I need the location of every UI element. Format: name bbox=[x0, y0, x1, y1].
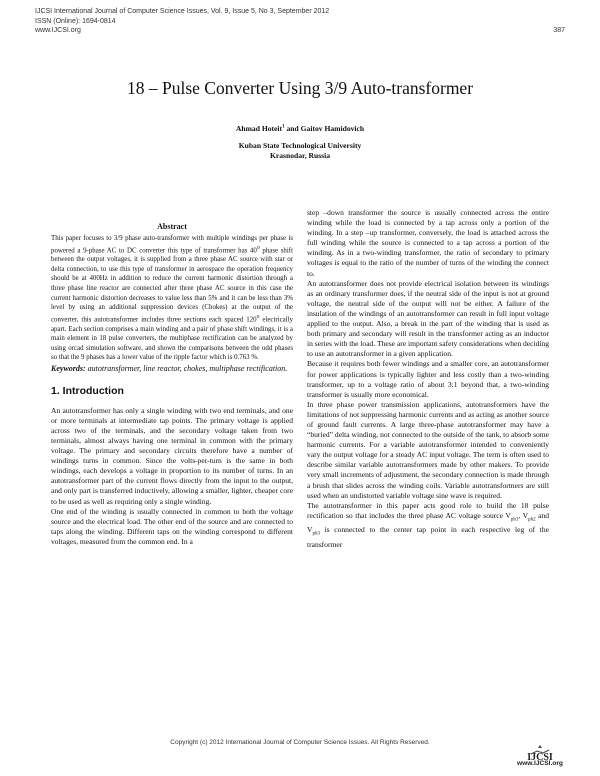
keywords bbox=[51, 364, 293, 374]
abstract-part-3: electrically apart. Each section comprises a main winding and a pair of phase shift windings, it is a main element in 18 pulse converters, the multiphase rectification can be analyzed by using orcad simulation software, and shown the comparisons between the odd phases so that the 9 phases has a lower value of the ripple factor which is 0.763 %. bbox=[51, 315, 293, 362]
logo-url[interactable]: www.IJCSI.org bbox=[517, 760, 563, 767]
body-paragraph-3: Because it requires both fewer windings and a smaller core, an autotransformer for power applications is typically lighter and less costly than a two-winding transformer, up to a voltage ratio of about 3:1 beyond that, a two-winding transformer is usually more economical. bbox=[307, 359, 549, 399]
author-1-mark: 1 bbox=[282, 124, 285, 130]
left-column bbox=[51, 222, 293, 547]
abstract-part-1: This paper focuses to 3/9 phase auto-transformer with multiple windings per phase is powered a 9-phase AC to DC converter this type of transformer has 40 bbox=[51, 235, 293, 254]
affiliation-university: Kuban State Technological University bbox=[238, 141, 362, 150]
paper-title: 18 – Pulse Converter Using 3/9 Auto-transformer bbox=[126, 78, 474, 98]
page-header bbox=[35, 7, 565, 36]
affiliation-city: Krasnodar, Russia bbox=[269, 150, 331, 160]
logo-letters: IJCSI bbox=[527, 752, 553, 761]
authors bbox=[0, 124, 600, 133]
ijcsi-logo-mark bbox=[509, 742, 571, 761]
body-paragraph-2: An autotransformer does not provide electrical isolation between its windings as an ordinary transformer does, if the neutral side of the input is not at ground voltage, the neutral side of the output will not be either. A failure of the insulation of the windings of an autotransformer can result in full input voltage applied to the output. Also, a break in the part of the winding that is used as both primary and secondary will result in the transformer acting as an inductor in series with the load. These are important safety considerations when deciding to use an autotransformer in a given application. bbox=[307, 278, 549, 359]
vph2-subscript: ph2 bbox=[528, 517, 536, 523]
author-2: Gaitov Hamidovich bbox=[300, 124, 365, 133]
degree-mark: o bbox=[256, 313, 260, 320]
issn: ISSN (Online): 1694-0814 bbox=[35, 17, 116, 25]
degree-mark: o bbox=[256, 244, 260, 251]
body-paragraph-1: step –down transformer the source is usually connected across the entire winding while the load is connected by a tap across only a portion of the winding. In a step –up transformer, conversely, the load is attached across the full winding while the source is connected to a tap across a portion of the winding. As in a two-winding transformer, the ratio of secondary to primary voltages is equal to the ratio of the number of turns of the winding the connect to. bbox=[307, 208, 549, 278]
vph1-subscript: ph1 bbox=[510, 517, 519, 523]
author-1: Ahmad Hoteit bbox=[235, 124, 283, 133]
ijcsi-logo bbox=[509, 742, 571, 770]
author-connector: and bbox=[284, 124, 301, 133]
vph3-subscript: ph3 bbox=[312, 531, 320, 537]
abstract-heading: Abstract bbox=[157, 222, 187, 231]
keywords-text: autotransformer, line reactor, chokes, multiphase rectification. bbox=[85, 363, 288, 373]
p5-part-2: , V bbox=[518, 510, 529, 520]
p5-part-3: and V bbox=[307, 510, 549, 535]
section-heading-introduction: 1. Introduction bbox=[51, 384, 124, 397]
journal-info: IJCSI International Journal of Computer Science Issues, Vol. 9, Issue 5, No 3, September 2012 bbox=[35, 8, 330, 15]
p5-part-1: The autotransformer in this paper acts good role to build the 18 pulse rectification so that includes the three phase AC voltage source V bbox=[307, 500, 549, 520]
footer-copyright: Copyright (c) 2012 International Journal of Computer Science Issues. All Rights Reserved. bbox=[170, 739, 430, 746]
page-number: 387 bbox=[553, 27, 565, 34]
abstract-text bbox=[51, 234, 293, 363]
affiliation bbox=[0, 141, 600, 160]
intro-paragraph-1: An autotransformer has only a single winding with two end terminals, and one or more terminals at intermediate tap points. The primary voltage is applied across two of the terminals, and the secondary voltage taken from two terminals, almost always having one terminal in common with the primary voltage. The primary and secondary circuits therefore have a number of windings turns in common. Since the volts-per-turn is the same in both windings, each develops a voltage in proportion to its number of turns. In an autotransformer part of the current flows directly from the input to the output, and only part is transferred inductively, allowing a smaller, lighter, cheaper core to be used as well as requiring only a single winding. bbox=[51, 405, 293, 506]
abstract-part-2: phase shift between the output voltages, it is supplied from a three phase AC source with star or delta connection, to use this type of transformer in aerospace the operation frequency should be at 400Hz in addition to reduce the current harmonic distortion through a three phase line reactor are connected after three phase AC source in this case the current harmonic distortion decreases to value less than 5% and it can be less than 3% level by using an additional suppression devices (Chokes) at the output of the converter, this autotransformer includes three sections each spaced 120 bbox=[51, 246, 293, 323]
right-column bbox=[307, 208, 549, 550]
intro-paragraph-2: One end of the winding is usually connected in common to both the voltage source and the electrical load. The other end of the source and are connected to taps along the winding. Different taps on the winding correspond to different voltages, measured from the common end. In a bbox=[51, 506, 293, 546]
journal-website[interactable]: www.IJCSI.org bbox=[35, 27, 81, 35]
body-paragraph-4: In three phase power transmission applications, autotransformers have the limitations of not suppressing harmonic currents and as acting as another source of ground fault currents. A large three-phase autotransformer may have a “buried” delta winding, not connected to the outside of the tank, to absorb some harmonic currents. For a variable autotransformer intended to conveniently vary the output voltage for a steady AC input voltage. The term is often used to describe similar variable autotransformers made by other makers. To provide very small increments of adjustment, the secondary connection is made through a brush that slides across the winding coils. Variable autotransformers are still used when an undistorted variable voltage sine wave is required. bbox=[307, 399, 549, 500]
p5-part-4: is connected to the center tap point in each respective leg of the transformer bbox=[307, 525, 549, 549]
keywords-label: Keywords: bbox=[51, 363, 86, 373]
body-paragraph-5 bbox=[307, 501, 549, 550]
